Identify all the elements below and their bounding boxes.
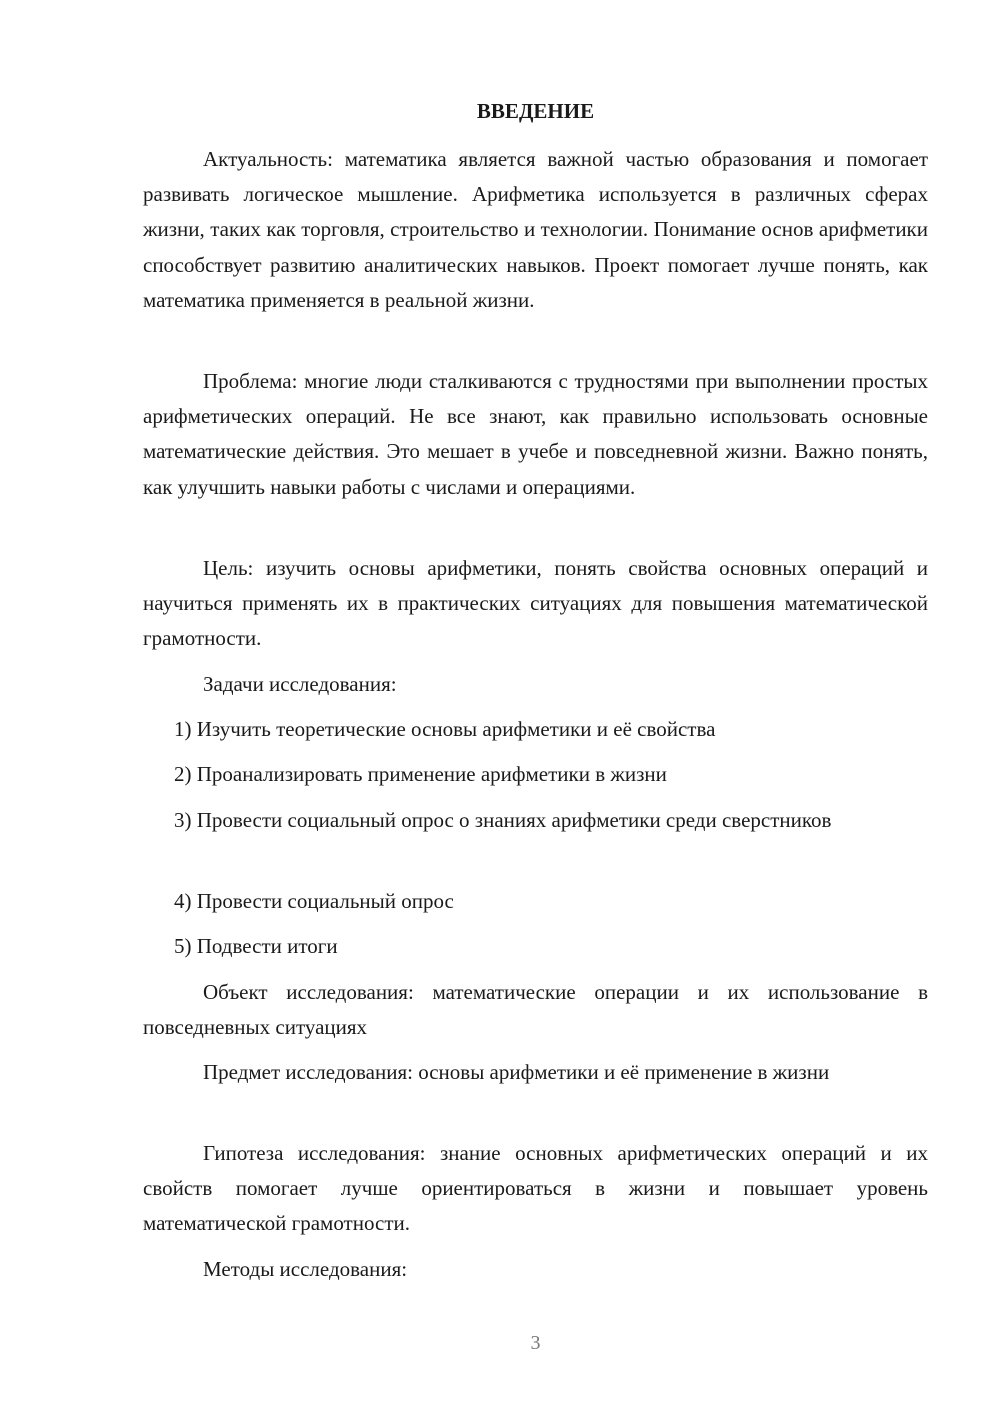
hypothesis-paragraph: Гипотеза исследования: знание основных арифметических операций и их свойств помогает лучше ориентироваться в жизни и повышает уровень математической грамотности.	[143, 1141, 928, 1236]
task-item-1: 1) Изучить теоретические основы арифметики и её свойства	[174, 717, 716, 741]
problem-paragraph: Проблема: многие люди сталкиваются с трудностями при выполнении простых арифметических операций. Не все знают, как правильно использовать основные математические действия. Это мешает в учебе и повседневной жизни. Важно понять, как улучшить навыки работы с числами и операциями.	[143, 369, 928, 499]
task-item-3: 3) Провести социальный опрос о знаниях арифметики среди сверстников	[174, 808, 832, 832]
relevance-paragraph: Актуальность: математика является важной частью образования и помогает развивать логическое мышление. Арифметика используется в различных сферах жизни, таких как торговля, строительство и технологии. Понимание основ арифметики способствует развитию аналитических навыков. Проект помогает лучше понять, как математика применяется в реальной жизни.	[143, 147, 928, 312]
object-paragraph: Объект исследования: математические операции и их использование в повседневных ситуациях	[143, 980, 928, 1040]
document-page	[143, 0, 928, 1414]
subject-paragraph: Предмет исследования: основы арифметики и её применение в жизни	[203, 1060, 830, 1084]
page-heading: ВВЕДЕНИЕ	[476, 99, 595, 123]
task-item-4: 4) Провести социальный опрос	[174, 889, 454, 913]
tasks-title: Задачи исследования:	[203, 672, 397, 696]
methods-title: Методы исследования:	[203, 1257, 408, 1281]
task-item-2: 2) Проанализировать применение арифметики в жизни	[174, 762, 667, 786]
page-number: 3	[530, 1332, 541, 1354]
task-item-5: 5) Подвести итоги	[174, 934, 338, 958]
goal-paragraph: Цель: изучить основы арифметики, понять свойства основных операций и научиться применять их в практических ситуациях для повышения математической грамотности.	[143, 556, 928, 651]
